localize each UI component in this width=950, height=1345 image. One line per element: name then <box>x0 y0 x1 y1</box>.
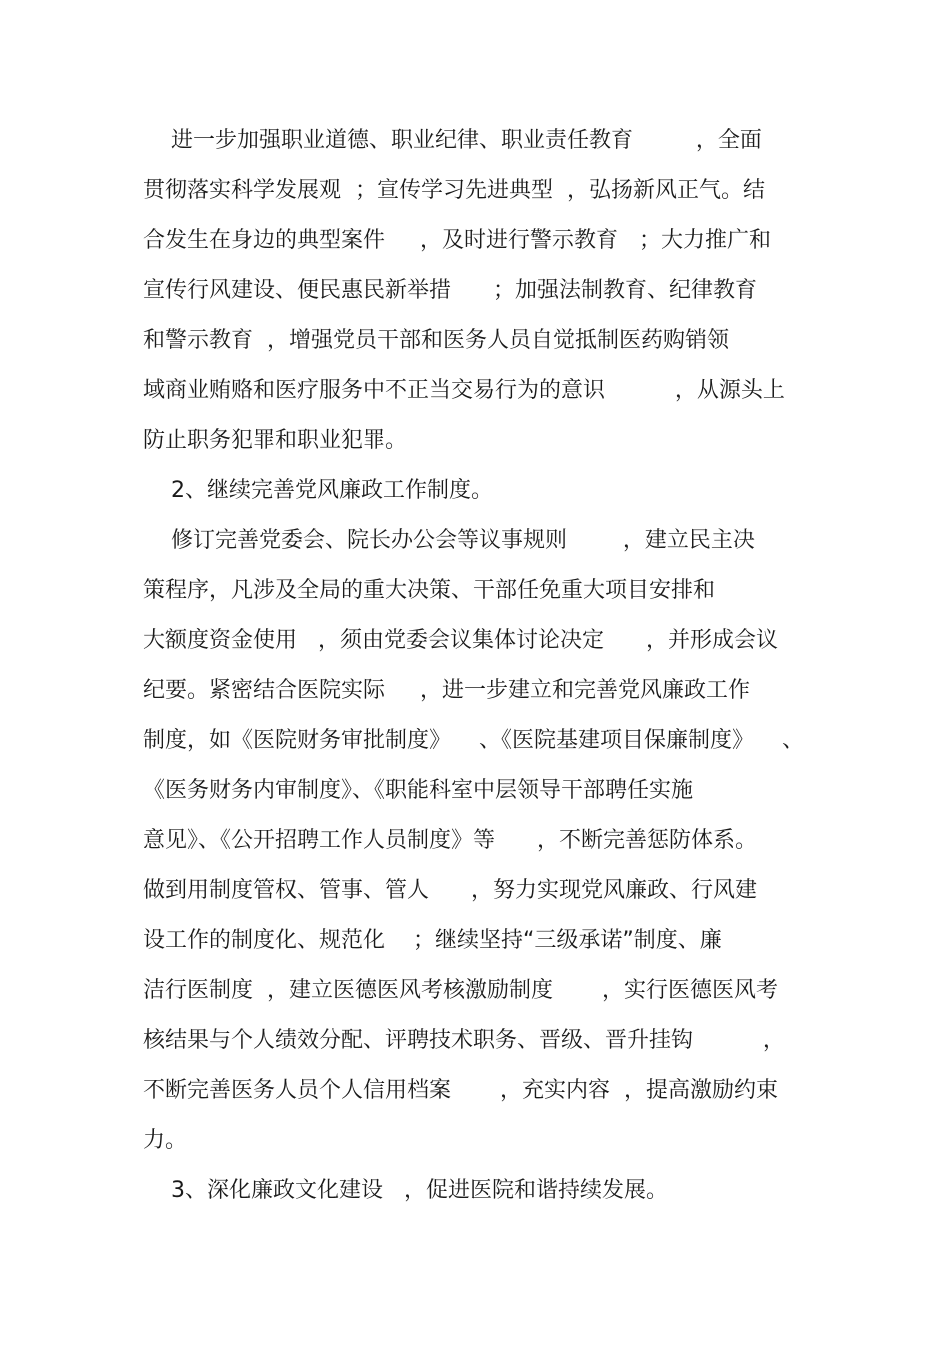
text-line: 纪要。紧密结合医院实际 ，进一步建立和完善党风廉政工作 <box>143 678 750 703</box>
text-line: 防止职务犯罪和职业犯罪。 <box>143 428 408 453</box>
text-line: 洁行医制度 ，建立医德医风考核激励制度 ，实行医德医风考 <box>143 978 778 1003</box>
text-line: 不断完善医务人员个人信用档案 ，充实内容 ，提高激励约束 <box>143 1078 778 1103</box>
text-line: 力。 <box>143 1128 188 1153</box>
text-line: 和警示教育 ，增强党员干部和医务人员自觉抵制医药购销领 <box>143 328 729 353</box>
text-line: 进一步加强职业道德、职业纪律、职业责任教育 ，全面 <box>143 128 762 153</box>
text-line: 核结果与个人绩效分配、评聘技术职务、晋级、晋升挂钩 ， <box>143 1028 785 1053</box>
text-line: 制度，如《医院财务审批制度》 、《医院基建项目保廉制度》 、 <box>143 728 804 753</box>
text-line: 宣传行风建设、便民惠民新举措 ；加强法制教育、纪律教育 <box>143 278 757 303</box>
text-line: 合发生在身边的典型案件 ，及时进行警示教育 ；大力推广和 <box>143 228 771 253</box>
text-line: 贯彻落实科学发展观 ；宣传学习先进典型 ，弘扬新风正气。结 <box>143 178 765 203</box>
text-line: 域商业贿赂和医疗服务中不正当交易行为的意识 ，从源头上 <box>143 378 785 403</box>
text-line: 大额度资金使用 ，须由党委会议集体讨论决定 ，并形成会议 <box>143 628 778 653</box>
text-line: 策程序，凡涉及全局的重大决策、干部任免重大项目安排和 <box>143 578 716 603</box>
text-line: 意见》、《公开招聘工作人员制度》等 ，不断完善惩防体系。 <box>143 828 757 853</box>
text-line: 《医务财务内审制度》、《职能科室中层领导干部聘任实施 <box>143 778 694 803</box>
section-heading: 2、继续完善党风廉政工作制度。 <box>143 478 493 503</box>
text-line: 设工作的制度化、规范化 ；继续坚持“三级承诺”制度、廉 <box>143 928 722 953</box>
section-heading: 3、深化廉政文化建设 ，促进医院和谐持续发展。 <box>143 1178 668 1203</box>
text-line: 做到用制度管权、管事、管人 ，努力实现党风廉政、行风建 <box>143 878 757 903</box>
text-line: 修订完善党委会、院长办公会等议事规则 ，建立民主决 <box>143 528 755 553</box>
